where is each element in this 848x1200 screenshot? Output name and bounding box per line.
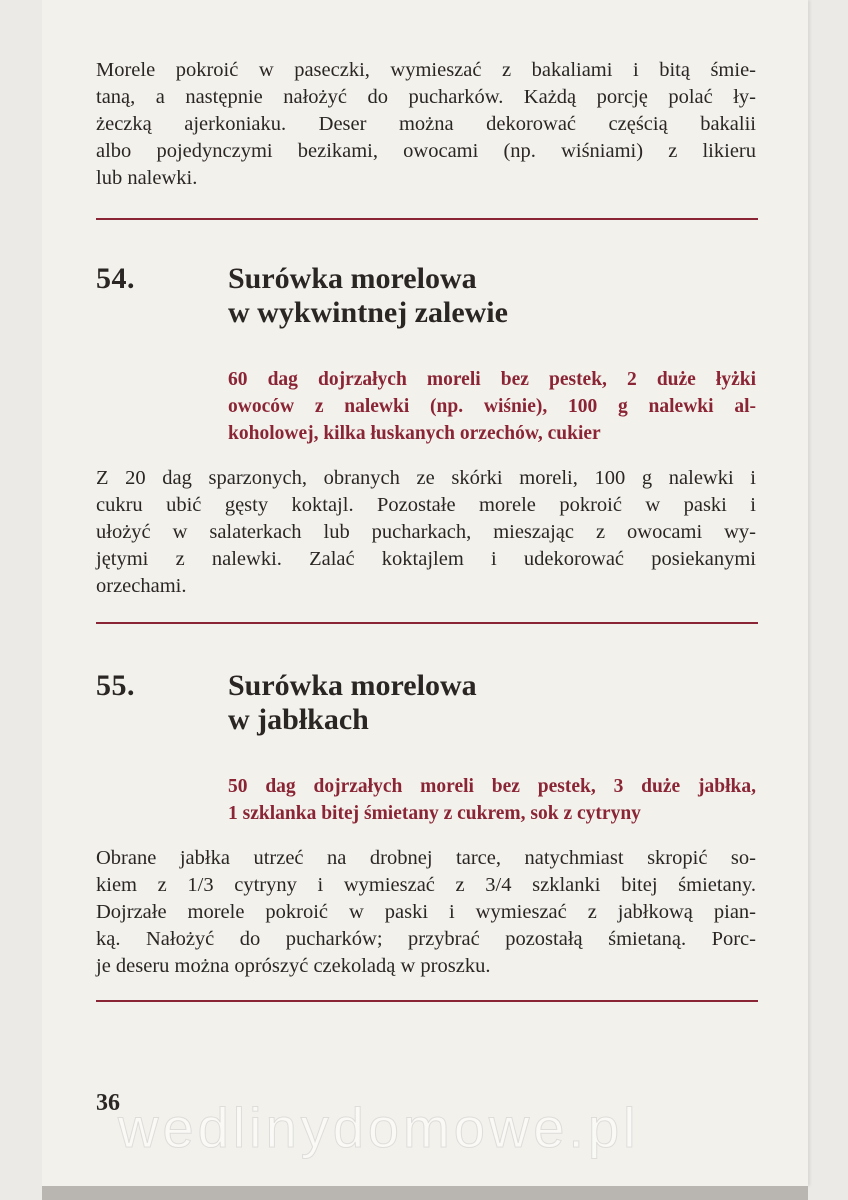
title-line: Surówka morelowa	[228, 262, 477, 295]
page-number: 36	[96, 1090, 120, 1116]
ingredients-line: 60 dag dojrzałych moreli bez pestek, 2 duże łyżki	[228, 369, 756, 390]
scan-bottom-edge	[42, 1186, 808, 1200]
title-line: w wykwintnej zalewie	[228, 296, 508, 329]
text-line: Obrane jabłka utrzeć na drobnej tarce, natychmiast skropić so-	[96, 847, 756, 869]
recipe-55-number: 55.	[96, 669, 135, 702]
text-line: jętymi z nalewki. Zalać koktajlem i udekorować posiekanymi	[96, 548, 756, 570]
recipe-55-title	[228, 669, 477, 737]
text-line: ułożyć w salaterkach lub pucharkach, mieszając z owocami wy-	[96, 521, 756, 543]
title-line: w jabłkach	[228, 703, 369, 736]
recipe-55-ingredients	[228, 773, 756, 827]
section-divider	[96, 622, 758, 624]
text-line: Z 20 dag sparzonych, obranych ze skórki moreli, 100 g nalewki i	[96, 467, 756, 489]
recipe-54-title	[228, 262, 508, 330]
text-line: albo pojedynczymi bezikami, owocami (np. wiśniami) z likieru	[96, 140, 756, 162]
ingredients-line: owoców z nalewki (np. wiśnie), 100 g nalewki al-	[228, 396, 756, 417]
ingredients-line: koholowej, kilka łuskanych orzechów, cukier	[228, 423, 601, 444]
ingredients-line: 50 dag dojrzałych moreli bez pestek, 3 duże jabłka,	[228, 776, 756, 797]
ingredients-line: 1 szklanka bitej śmietany z cukrem, sok z cytryny	[228, 803, 641, 824]
section-divider	[96, 218, 758, 220]
text-line: je deseru można oprószyć czekoladą w proszku.	[96, 955, 491, 977]
text-line: żeczką ajerkoniaku. Deser można dekorować częścią bakalii	[96, 113, 756, 135]
text-line: kiem z 1/3 cytryny i wymieszać z 3/4 szklanki bitej śmietany.	[96, 874, 756, 896]
text-line: lub nalewki.	[96, 167, 198, 189]
text-line: orzechami.	[96, 575, 187, 597]
section-divider	[96, 1000, 758, 1002]
recipe-54-instructions	[96, 465, 756, 600]
recipe-54-number: 54.	[96, 262, 135, 295]
watermark: wedlinydomowe.pl	[118, 1096, 640, 1159]
title-line: Surówka morelowa	[228, 669, 477, 702]
text-line: taną, a następnie nałożyć do pucharków. Każdą porcję polać ły-	[96, 86, 756, 108]
text-line: cukru ubić gęsty koktajl. Pozostałe morele pokroić w paski i	[96, 494, 756, 516]
recipe-55-instructions	[96, 845, 756, 980]
text-line: ką. Nałożyć do pucharków; przybrać pozostałą śmietaną. Porc-	[96, 928, 756, 950]
text-line: Dojrzałe morele pokroić w paski i wymieszać z jabłkową pian-	[96, 901, 756, 923]
recipe-54-ingredients	[228, 366, 756, 447]
intro-paragraph	[96, 57, 756, 192]
text-line: Morele pokroić w paseczki, wymieszać z bakaliami i bitą śmie-	[96, 59, 756, 81]
